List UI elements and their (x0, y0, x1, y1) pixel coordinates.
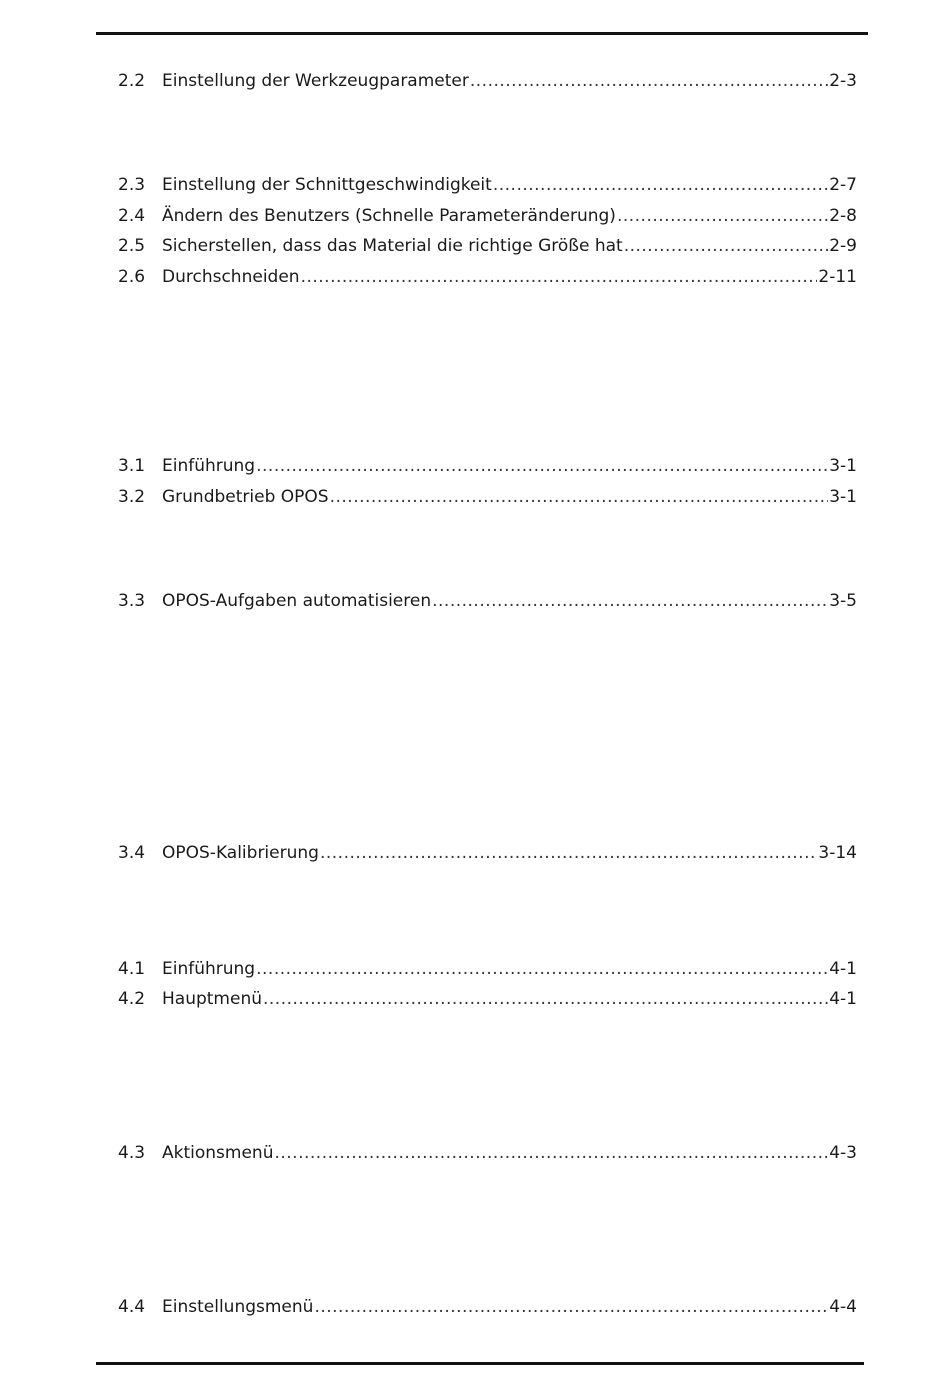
toc-page-number: 4-1 (829, 959, 857, 979)
toc-number: 2.4 (118, 206, 146, 226)
toc-title: OPOS-Aufgaben automatisieren (162, 591, 432, 611)
toc-entry[interactable] (118, 68, 857, 94)
toc-number: 2.6 (118, 267, 146, 287)
top-rule (96, 32, 868, 35)
toc-leader-dots (617, 203, 828, 229)
toc-leader-dots (470, 68, 828, 94)
toc-leader-dots (256, 453, 828, 479)
toc-title: Durchschneiden (162, 267, 300, 287)
toc-page-number: 2-7 (829, 175, 857, 195)
toc-number: 4.3 (118, 1143, 146, 1163)
toc-entry[interactable] (118, 264, 857, 290)
toc-number: 4.1 (118, 959, 146, 979)
toc-entry[interactable] (118, 484, 857, 510)
toc-title: Einführung (162, 959, 256, 979)
toc-title: Einführung (162, 456, 256, 476)
toc-number: 3.2 (118, 487, 146, 507)
toc-leader-dots (320, 840, 817, 866)
toc-number: 2.2 (118, 71, 146, 91)
toc-entry[interactable] (118, 203, 857, 229)
toc-page-number: 2-9 (829, 236, 857, 256)
toc-leader-dots (314, 1294, 828, 1320)
toc-number: 4.2 (118, 989, 146, 1009)
toc-page-number: 2-3 (829, 71, 857, 91)
toc-leader-dots (624, 233, 829, 259)
toc-leader-dots (301, 264, 818, 290)
toc-leader-dots (256, 956, 828, 982)
toc-page-number: 3-1 (829, 456, 857, 476)
toc-entry[interactable] (118, 588, 857, 614)
toc-page-number: 4-4 (829, 1297, 857, 1317)
toc-number: 3.4 (118, 843, 146, 863)
toc-entry[interactable] (118, 172, 857, 198)
toc-title: Grundbetrieb OPOS (162, 487, 329, 507)
toc-entry[interactable] (118, 1294, 857, 1320)
toc-leader-dots (274, 1140, 828, 1166)
toc-page-number: 3-5 (829, 591, 857, 611)
toc-entry[interactable] (118, 233, 857, 259)
toc-page-number: 3-14 (818, 843, 857, 863)
toc-leader-dots (263, 986, 828, 1012)
toc-number: 2.5 (118, 236, 146, 256)
toc-title: Ändern des Benutzers (Schnelle Parameteränderung) (162, 206, 616, 226)
toc-entry[interactable] (118, 840, 857, 866)
toc-leader-dots (493, 172, 828, 198)
toc-number: 2.3 (118, 175, 146, 195)
toc-page-number: 2-11 (818, 267, 857, 287)
toc-entry[interactable] (118, 453, 857, 479)
toc-leader-dots (330, 484, 829, 510)
toc-title: OPOS-Kalibrierung (162, 843, 319, 863)
toc-entry[interactable] (118, 1140, 857, 1166)
bottom-rule (96, 1362, 864, 1365)
toc-number: 3.3 (118, 591, 146, 611)
toc-entry[interactable] (118, 986, 857, 1012)
toc-entry[interactable] (118, 956, 857, 982)
toc-number: 3.1 (118, 456, 146, 476)
toc-title: Hauptmenü (162, 989, 262, 1009)
toc-title: Einstellung der Schnittgeschwindigkeit (162, 175, 492, 195)
toc-page-number: 2-8 (829, 206, 857, 226)
toc-page-number: 4-3 (829, 1143, 857, 1163)
toc-title: Aktionsmenü (162, 1143, 274, 1163)
toc-number: 4.4 (118, 1297, 146, 1317)
toc-leader-dots (432, 588, 828, 614)
toc-title: Einstellungsmenü (162, 1297, 314, 1317)
toc-title: Sicherstellen, dass das Material die richtige Größe hat (162, 236, 623, 256)
toc-page-number: 3-1 (829, 487, 857, 507)
toc-page-number: 4-1 (829, 989, 857, 1009)
toc-title: Einstellung der Werkzeugparameter (162, 71, 469, 91)
